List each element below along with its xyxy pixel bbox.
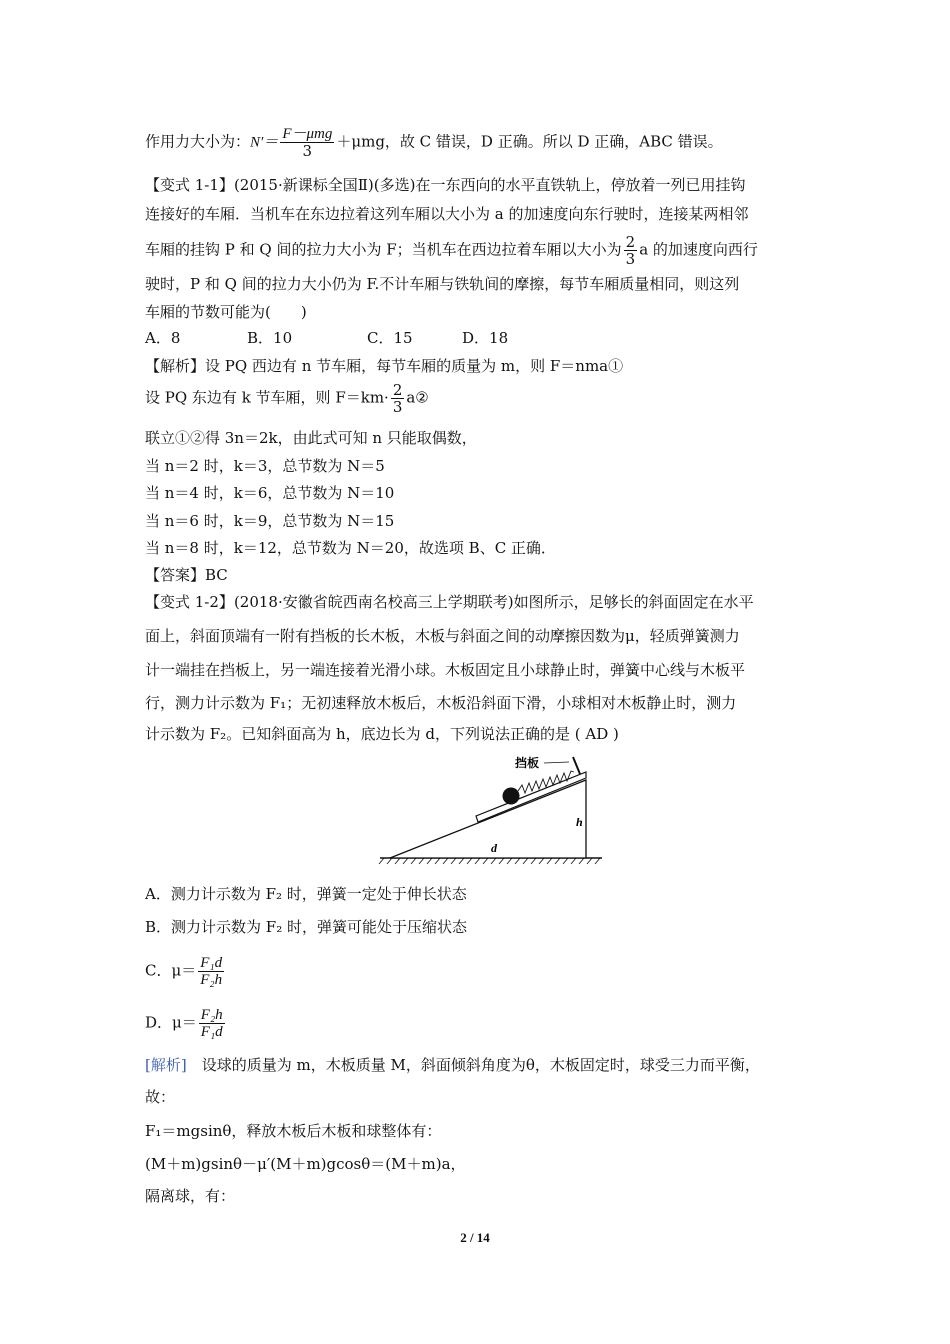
problem1-line-3: 车厢的挂钩 P 和 Q 间的拉力大小为 F；当机车在西边拉着车厢以大小为 $\frac{2}{3}$ a 的加速度向西行	[145, 233, 758, 268]
baffle-label: 挡板	[515, 756, 540, 770]
problem1-option-c: C．15	[367, 329, 413, 347]
problem1-analysis-2: 设 PQ 东边有 k 节车厢，则 F＝km· $\frac{2}{3}$ a②	[145, 381, 429, 416]
baffle-leader-line	[544, 762, 569, 763]
option-c-fraction: $\frac{\text{F₁d}}{\text{F₂h}}$	[200, 955, 223, 988]
problem2-option-b: B．测力计示数为 F₂ 时，弹簧可能处于压缩状态	[145, 918, 467, 936]
height-label: h	[576, 815, 583, 829]
problem1-option-b: B．10	[247, 329, 293, 347]
problem1-analysis-3: 联立①②得 3n＝2k，由此式可知 n 只能取偶数，	[145, 429, 477, 447]
intro-fraction: $\frac{\text{F－μmg}}{3}$	[282, 126, 333, 160]
baffle	[573, 757, 580, 774]
problem1-option-d: D．18	[462, 329, 509, 347]
problem1-line-1: 【变式 1-1】(2015·新课标全国Ⅱ)(多选)在一东西向的水平直铁轨上，停放着一列已用挂钩	[145, 176, 746, 194]
problem1-fraction: $\frac{2}{3}$	[625, 233, 636, 268]
incline-diagram	[378, 752, 604, 870]
problem2-analysis-5: 隔离球，有：	[145, 1187, 236, 1205]
page-number: 2 / 14	[460, 1230, 490, 1245]
problem1-line-5: 车厢的节数可能为( )	[145, 303, 307, 321]
problem2-option-a: A．测力计示数为 F₂ 时，弹簧一定处于伸长状态	[145, 885, 467, 903]
problem1-analysis-4: 当 n＝2 时，k＝3，总节数为 N＝5	[145, 457, 385, 475]
problem1-line-2: 连接好的车厢．当机车在东边拉着这列车厢以大小为 a 的加速度向东行驶时，连接某两相邻	[145, 205, 749, 223]
option-d-fraction: $\frac{\text{F₂h}}{\text{F₁d}}$	[200, 1007, 223, 1040]
problem1-option-a: A．8	[145, 329, 181, 347]
problem1-analysis-1: 【解析】设 PQ 西边有 n 节车厢，每节车厢的质量为 m，则 F＝nma①	[145, 357, 624, 375]
problem2-line-3: 计一端挂在挡板上，另一端连接着光滑小球。木板固定且小球静止时，弹簧中心线与木板平	[145, 661, 746, 679]
problem2-option-d: D．μ＝ $\frac{\text{F₂h}}{\text{F₁d}}$	[145, 1007, 223, 1040]
problem1-analysis-6: 当 n＝6 时，k＝9，总节数为 N＝15	[145, 512, 395, 530]
problem1-analysis-5: 当 n＝4 时，k＝6，总节数为 N＝10	[145, 484, 395, 502]
problem2-line-2: 面上，斜面顶端有一附有挡板的长木板，木板与斜面之间的动摩擦因数为μ，轻质弹簧测力	[145, 627, 740, 645]
problem2-line-4: 行，测力计示数为 F₁；无初速释放木板后，木板沿斜面下滑，小球相对木板静止时，测力	[145, 694, 737, 712]
ground-hatching	[379, 858, 600, 864]
problem2-analysis-2: 故：	[145, 1088, 176, 1106]
problem1-analysis-7: 当 n＝8 时，k＝12，总节数为 N＝20，故选项 B、C 正确．	[145, 539, 556, 557]
problem2-analysis-3: F₁＝mgsinθ，释放木板后木板和球整体有：	[145, 1122, 442, 1140]
problem2-line-1: 【变式 1-2】(2018·安徽省皖西南名校高三上学期联考)如图所示，足够长的斜面固定在水平	[145, 593, 754, 611]
problem1-line-4: 驶时，P 和 Q 间的拉力大小仍为 F.不计车厢与铁轨间的摩擦，每节车厢质量相同，则这列	[145, 275, 740, 293]
base-label: d	[491, 841, 497, 855]
problem1-analysis-fraction: $\frac{2}{3}$	[392, 381, 403, 416]
intro-line: 作用力大小为：N′＝ $\frac{\text{F－μmg}}{3}$ ＋μmg，故 C 错误，D 正确。所以 D 正确，ABC 错误。	[145, 126, 723, 160]
problem2-analysis-4: (M＋m)gsinθ－μ′(M＋m)gcosθ＝(M＋m)a，	[145, 1155, 466, 1173]
problem2-option-c: C．μ＝ $\frac{\text{F₁d}}{\text{F₂h}}$	[145, 955, 223, 988]
problem2-analysis-1: [解析] 设球的质量为 m，木板质量 M，斜面倾斜角度为θ，木板固定时，球受三力而平衡，	[145, 1056, 760, 1074]
problem2-line-5: 计示数为 F₂。已知斜面高为 h，底边长为 d，下列说法正确的是 ( AD )	[145, 725, 619, 743]
ball	[503, 788, 520, 805]
incline-triangle	[390, 780, 586, 858]
problem1-answer: 【答案】BC	[145, 566, 228, 584]
